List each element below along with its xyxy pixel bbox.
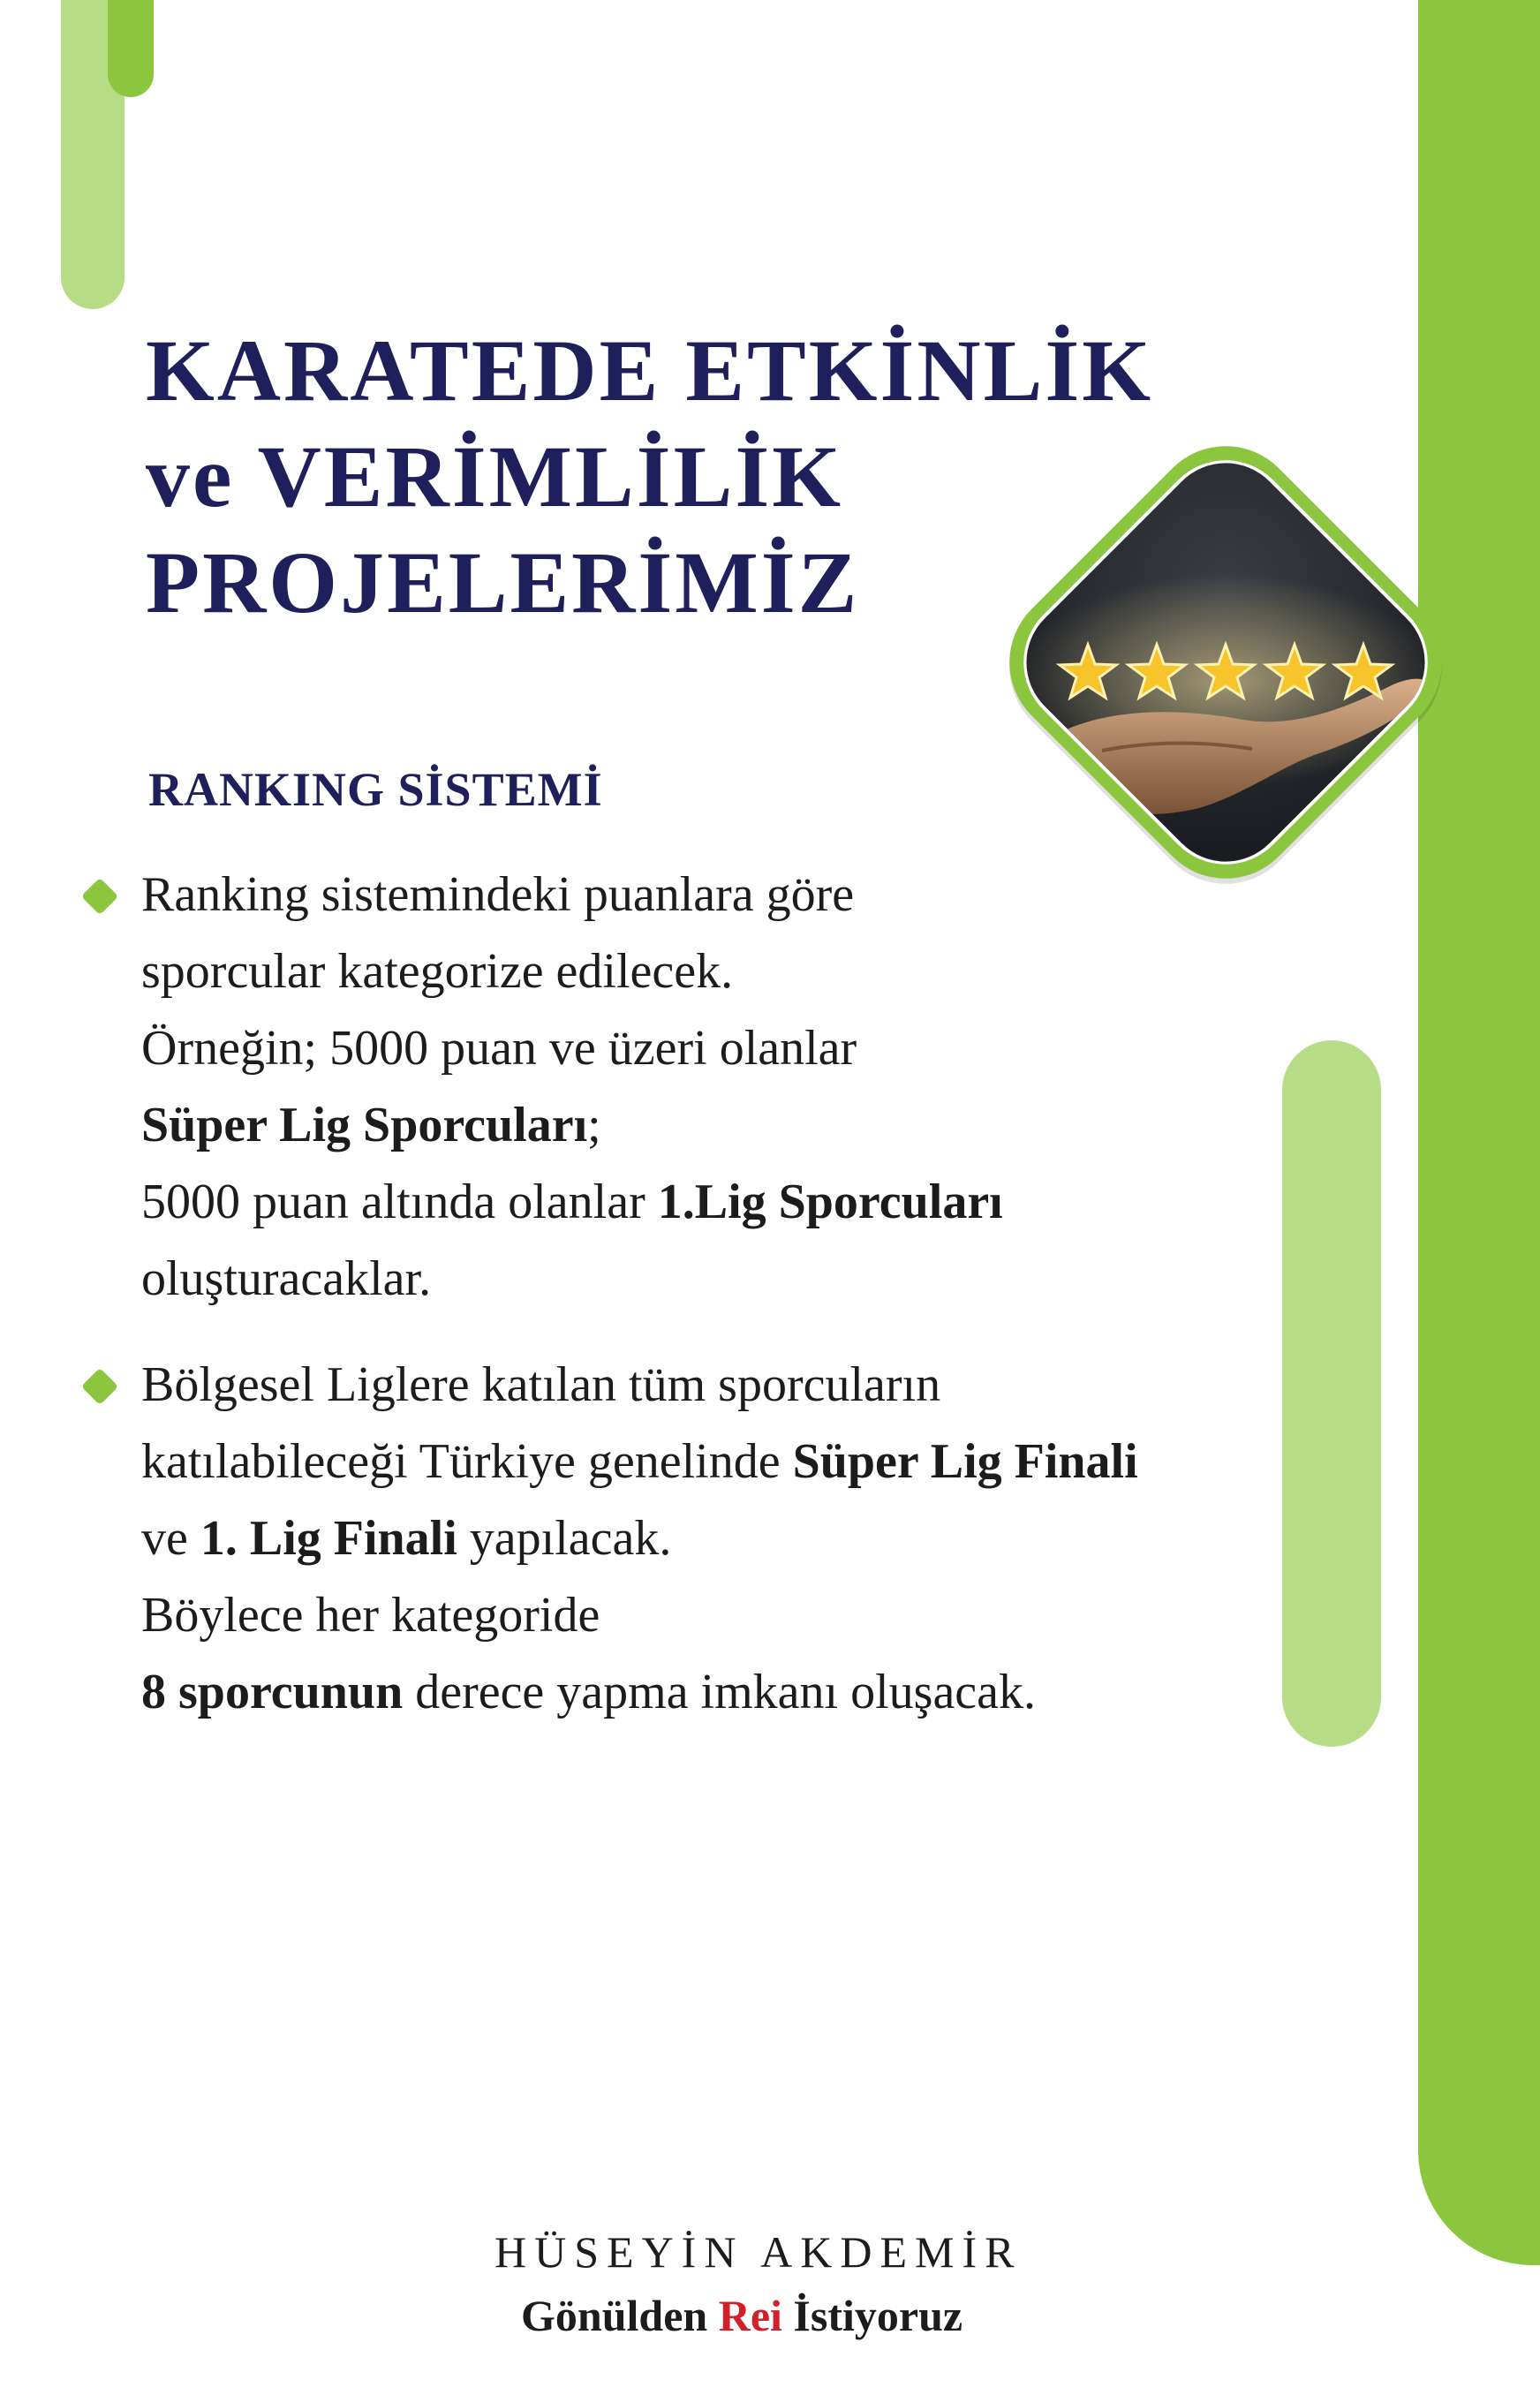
text-line — [141, 1087, 1289, 1164]
text-span: derece yapma imkanı oluşacak. — [403, 1665, 1037, 1719]
title-line-3: PROJELERİMİZ — [146, 533, 860, 631]
text-line — [141, 1654, 1289, 1731]
slogan-highlight: Rei — [718, 2291, 782, 2340]
text-line — [141, 1424, 1289, 1500]
title-line-2: ve VERİMLİLİK — [146, 427, 844, 525]
slogan — [521, 2289, 962, 2342]
decorative-bar-top-dark — [108, 0, 154, 97]
text-line: Bölgesel Liglere katılan tüm sporcuların — [141, 1357, 941, 1412]
slogan-text: Gönülden — [521, 2291, 719, 2340]
bold-text: 1. Lig Finali — [200, 1511, 457, 1566]
text-span: ; — [587, 1098, 601, 1152]
bold-text: Süper Lig Finali — [792, 1434, 1138, 1489]
text-line — [141, 1500, 1289, 1577]
decorative-bar-middle — [1282, 1040, 1381, 1747]
bold-text: 1.Lig Sporcuları — [657, 1175, 1003, 1229]
title-line-1: KARATEDE ETKİNLİK — [146, 321, 1154, 419]
bullet-text — [141, 857, 1289, 1318]
text-span: 5000 puan altında olanlar — [141, 1175, 658, 1229]
bold-text: 8 sporcunun — [141, 1665, 404, 1719]
text-line: sporcular kategorize edilecek. — [141, 944, 734, 999]
slogan-text: İstiyoruz — [781, 2291, 963, 2340]
text-line — [141, 1164, 1289, 1241]
rating-badge-graphic — [978, 415, 1473, 910]
text-line: Böylece her kategoride — [141, 1588, 600, 1643]
text-span: ve — [141, 1511, 200, 1566]
text-line: oluşturacaklar. — [141, 1251, 432, 1306]
diamond-bullet-icon — [81, 878, 118, 915]
text-span: katılabileceği Türkiye genelinde — [141, 1434, 793, 1489]
decorative-bar-right — [1418, 0, 1540, 2265]
diamond-bullet-icon — [81, 1368, 118, 1405]
bold-text: Süper Lig Sporcuları — [141, 1098, 588, 1152]
text-line: Örneğin; 5000 puan ve üzeri olanlar — [141, 1021, 857, 1076]
text-span: yapılacak. — [457, 1511, 672, 1566]
bullet-text — [141, 1347, 1289, 1731]
section-heading: RANKING SİSTEMİ — [148, 763, 603, 816]
text-line: Ranking sistemindeki puanlara göre — [141, 867, 855, 922]
candidate-name: HÜSEYİN AKDEMİR — [494, 2227, 1023, 2277]
five-stars-rating-icon — [978, 415, 1473, 910]
